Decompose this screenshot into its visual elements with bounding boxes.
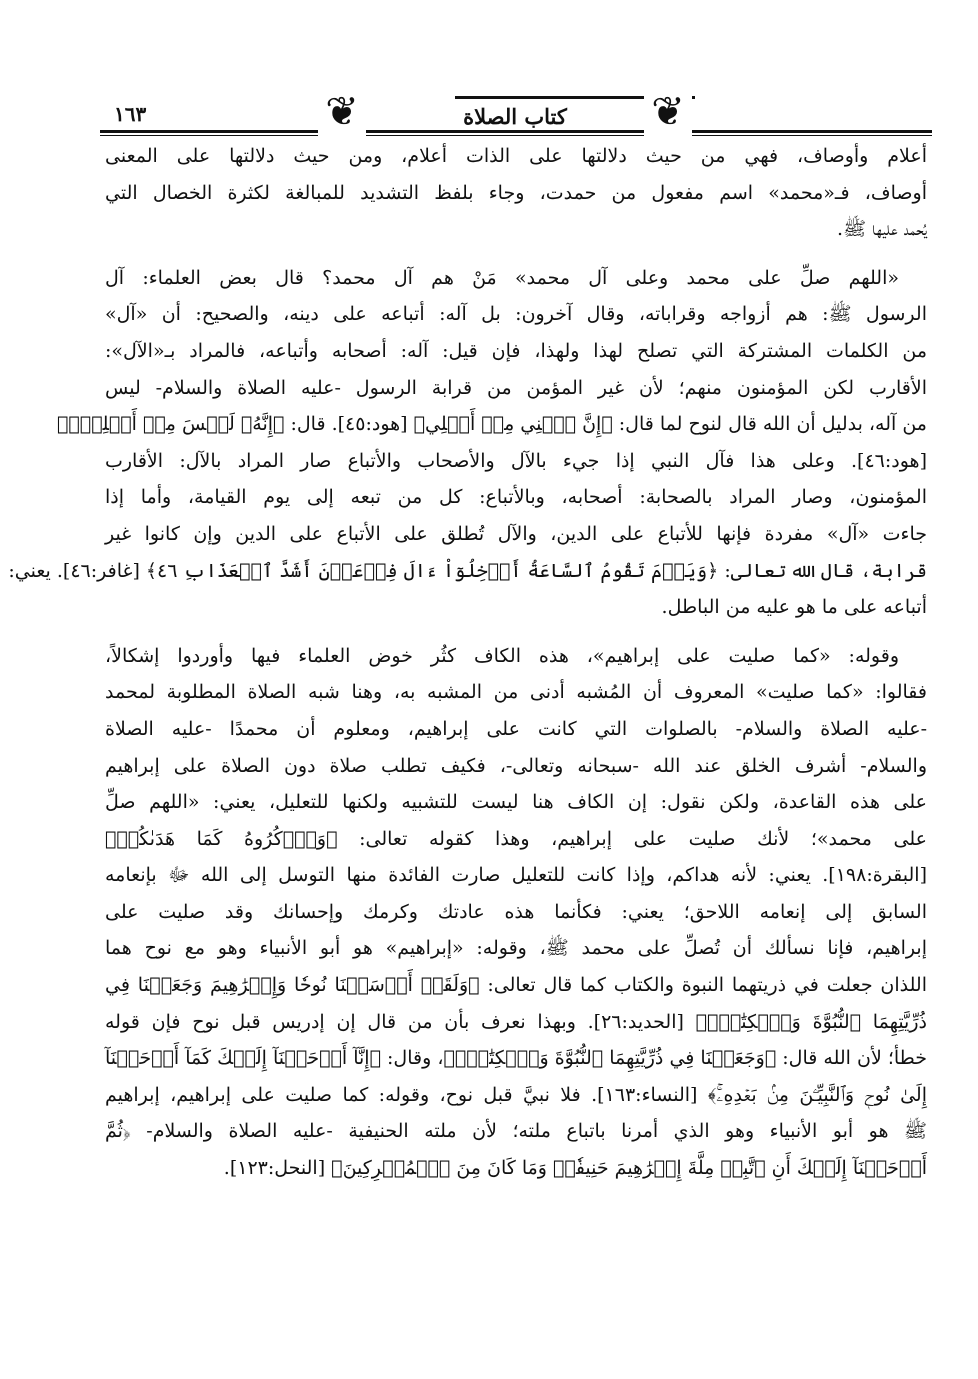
text-line: «اللهم صلِّ على محمد وعلى آل محمد» مَنْ هم آل محمد؟ قال بعض العلماء: آل	[105, 266, 899, 289]
page-number: ١٦٣	[114, 102, 147, 126]
header-rule-thin	[100, 135, 932, 136]
text-line: [هود:٤٦]. وعلى هذا فآل النبي إذا جيء بالآل والأصحاب والأتباع صار المراد بالآل: الأقارب	[105, 449, 927, 472]
text-line: إبراهيم، فإنا نسألك أن تُصلِّ على محمد ﷺ، وقوله: «إبراهيم» هو أبو الأنبياء وهو مع نوح هما	[105, 937, 927, 960]
ornament-left-icon: ❦	[318, 88, 366, 136]
text-line: ذُرِّيَّتِهِمَا ٱلنُّبُوَّةَ وَٱلۡكِتَٰبَۖ﴾ [الحديد:٢٦]. وبهذا نعرف بأن من قال إن إدريس قبل نوح فإن قوله	[105, 1010, 927, 1033]
text-line: ﷺ هو أبو الأنبياء وهو الذي أمرنا باتباع ملته؛ لأن ملته الحنيفية -عليه الصلاة والسلام- ﴿ثُمَّ	[105, 1120, 927, 1143]
text-line: قرابة، قال الله تعالى: ﴿وَيَوۡمَ تَقُومُ ٱلسَّاعَةُ أَدۡخِلُوٓاْ ءَالَ فِرۡعَوۡنَ أَشَدَّ ٱلۡعَذَابِ ٤٦﴾ [غافر:٤٦]. يعني:	[8, 559, 927, 582]
text-line: المؤمنون، وصار المراد بالصحابة: أصحابه، وبالأتباع: كل من تبعه إلى يوم القيامة، وأما إذا	[105, 486, 927, 509]
text-line: على محمد»؛ لأنك صليت على إبراهيم، وهذا كقوله تعالى: ﴿وَٱذۡكُرُوهُ كَمَا هَدَىٰكُمۡ﴾	[105, 827, 927, 850]
text-line: اللذان جعلت في ذريتهما النبوة والكتاب كما قال تعالى: ﴿وَلَقَدۡ أَرۡسَلۡنَا نُوحٗا وَإِبۡرَٰهِيمَ وَجَعَلۡنَا فِي	[105, 974, 927, 997]
text-line: السابق إلى إنعامه اللاحق؛ يعني: فكأنما هذه عادتك وكرمك وإحسانك وقد صليت على	[105, 900, 927, 923]
text-line: أتباعه على ما هو عليه من الباطل.	[661, 596, 927, 619]
running-header	[100, 88, 932, 140]
text-line: من آله، بدليل أن الله قال لنوح لما قال: ﴿إِنَّ ٱبۡنِي مِنۡ أَهۡلِي﴾ [هود:٤٥]. قال: ﴿إِنَّهُۥ لَيۡسَ مِنۡ أَهۡلِكَۖ﴾	[56, 413, 927, 436]
page-body	[8, 138, 928, 1187]
text-line: خطأ؛ لأن الله قال: ﴿وَجَعَلۡنَا فِي ذُرِّيَّتِهِمَا ٱلنُّبُوَّةَ وَٱلۡكِتَٰبَۖ﴾، وقال: ﴿إِنَّآ أَوۡحَيۡنَآ إِلَيۡكَ كَمَآ أَوۡحَيۡنَآ	[105, 1047, 927, 1070]
text-line: وقوله: «كما صليت على إبراهيم»، هذه الكاف كثُر خوض العلماء فيها وأوردوا إشكالاً،	[105, 644, 899, 667]
text-line: أَوۡحَيۡنَآ إِلَيۡكَ أَنِ ٱتَّبِعۡ مِلَّةَ إِبۡرَٰهِيمَ حَنِيفٗاۖ وَمَا كَانَ مِنَ ٱلۡمُشۡرِكِينَ﴾ [النحل:١٢٣].	[223, 1157, 927, 1180]
ornament-right-icon: ❦	[644, 88, 692, 136]
text-line: [البقرة:١٩٨]. يعني: لأنه هداكم، وإذا كانت للتعليل صارت الفائدة منها التوسل إلى الله ﷻ بإنعامه	[105, 864, 927, 887]
text-line: جاءت «آل» مفردة فإنها للأتباع على الدين، والآل تُطلق على الأتباع على الدين وإن كانوا غير	[105, 522, 927, 545]
text-line: الرسول ﷺ: هم أزواجه وقراباته، وقال آخرون: بل آله: أتباعه على دينه، والصحيح: أن «آل»	[105, 303, 927, 326]
text-line: على هذه القاعدة، ولكن نقول: إن الكاف هنا ليست للتشبيه ولكنها للتعليل، يعني: «اللهم صلِّ	[105, 791, 927, 814]
chapter-title: كتاب الصلاة	[463, 104, 567, 129]
text-line: أعلام وأوصاف، فهي من حيث دلالتها على الذات أعلام، ومن حيث دلالتها على المعنى	[105, 145, 927, 167]
header-rule	[100, 130, 932, 133]
text-line: أوصاف، فـ«محمد» اسم مفعول من حمدت، وجاء بلفظ التشديد للمبالغة لكثرة الخصال التي	[105, 181, 927, 204]
text-line: الأقارب لكن المؤمنون منهم؛ لأن غير المؤمن من قرابة الرسول -عليه الصلاة والسلام- ليس	[105, 376, 927, 399]
text-line: إِلَىٰ نُوحٖ وَٱلنَّبِيِّـۧنَ مِنۢ بَعۡدِهِۦۚ﴾ [النساء:١٦٣]. فلا نبيَّ قبل نوح، وقوله: كما صليت على إبراهيم، إبراهيم	[105, 1083, 927, 1106]
text-line: فقالوا: «كما صليت» المعروف أن المُشبه أدنى من المشبه به، وهنا شبه الصلاة المطلوبة لمحمد	[105, 681, 927, 704]
text-line: يُحمد عليها ﷺ.	[837, 218, 927, 241]
text-line: من الكلمات المشتركة التي تصلح لهذا ولهذا، فإن قيل: آله: أصحابه وأتباعه، فالمراد بـ«الآل»:	[105, 339, 928, 362]
text-line: والسلام- أشرف الخلق عند الله -سبحانه وتعالى-، فكيف تطلب صلاة دون الصلاة على إبراهيم	[105, 754, 927, 777]
text-line: -عليه الصلاة والسلام- بالصلوات التي كانت على إبراهيم، ومعلوم أن محمدًا -عليه الصلاة	[105, 717, 927, 740]
